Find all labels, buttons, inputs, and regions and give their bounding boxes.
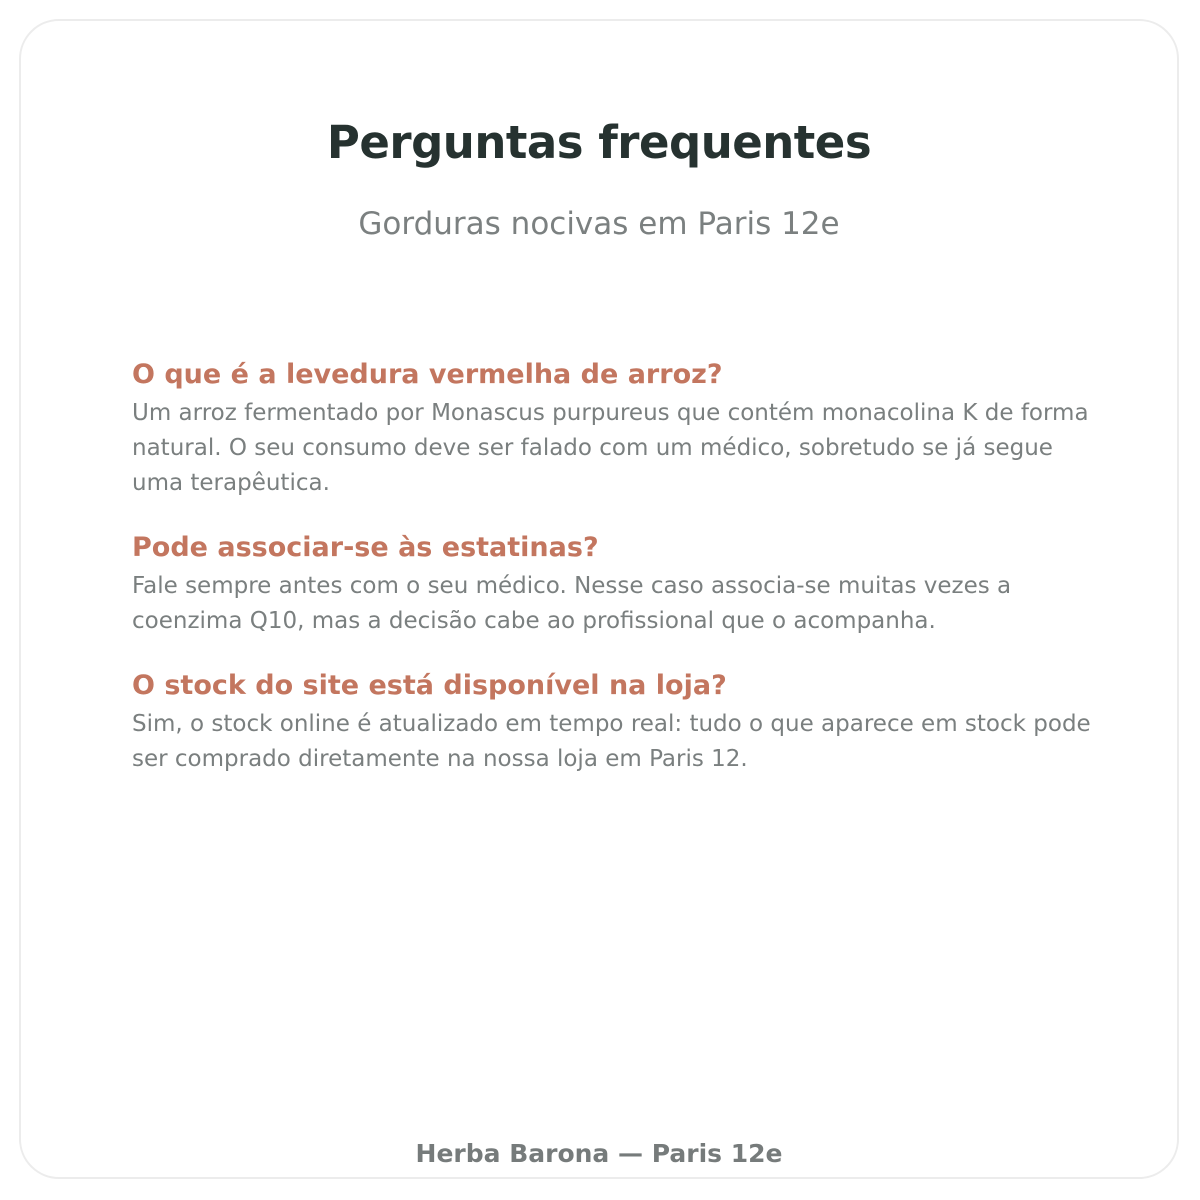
faq-card [19, 19, 1179, 1179]
faq-question: Pode associar-se às estatinas? [132, 532, 599, 563]
faq-answer: Fale sempre antes com o seu médico. Nesse caso associa-se muitas vezes a coenzima Q10, mas a decisão cabe ao profissional que o acompanha. [132, 573, 1012, 634]
faq-item [132, 354, 1102, 501]
faq-question: O stock do site está disponível na loja? [132, 670, 727, 701]
faq-answer: Sim, o stock online é atualizado em tempo real: tudo o que aparece em stock pode ser comprado diretamente na nossa loja em Paris 12. [132, 711, 1091, 772]
faq-item [132, 665, 1102, 777]
faq-list [132, 354, 1102, 803]
faq-question: O que é a levedura vermelha de arroz? [132, 359, 723, 390]
page-title: Perguntas frequentes [326, 116, 872, 169]
footer-brand: Herba Barona — Paris 12e [415, 1139, 783, 1168]
faq-item [132, 527, 1102, 639]
page-subtitle: Gorduras nocivas em Paris 12e [358, 206, 840, 242]
faq-answer: Um arroz fermentado por Monascus purpureus que contém monacolina K de forma natural. O seu consumo deve ser falado com um médico, sobretudo se já segue uma terapêutica. [132, 400, 1089, 496]
